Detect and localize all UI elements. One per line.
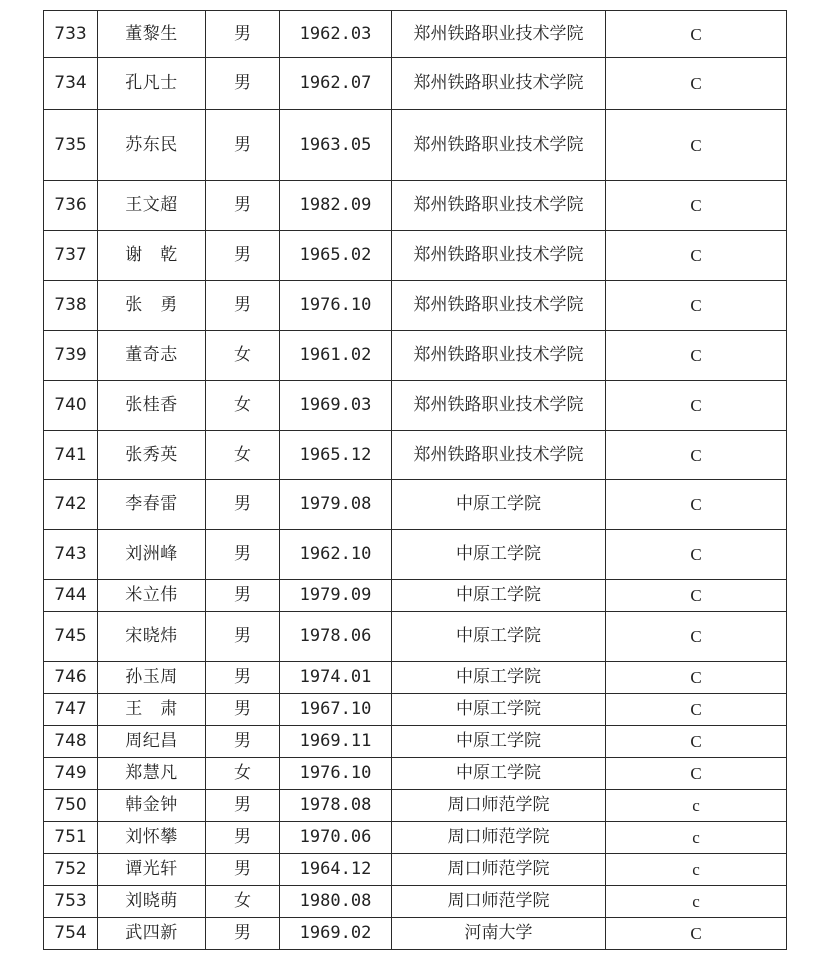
row-number: 742 [44,480,98,530]
table-row [44,612,787,662]
person-name: 郑慧凡 [98,758,206,790]
grade-cell: C [606,381,787,431]
institution-name: 郑州铁路职业技术学院 [392,181,606,231]
institution-name: 郑州铁路职业技术学院 [392,331,606,381]
institution-name: 中原工学院 [392,726,606,758]
row-number: 734 [44,58,98,110]
person-name: 刘洲峰 [98,530,206,580]
table-row [44,58,787,110]
grade-cell: C [606,181,787,231]
gender-cell: 男 [206,580,280,612]
row-number: 744 [44,580,98,612]
table-row [44,662,787,694]
table-row [44,918,787,950]
table-row [44,231,787,281]
institution-name: 河南大学 [392,918,606,950]
table-row [44,530,787,580]
table-row [44,480,787,530]
gender-cell: 男 [206,612,280,662]
grade-cell: c [606,886,787,918]
gender-cell: 女 [206,381,280,431]
row-number: 747 [44,694,98,726]
table-row [44,110,787,181]
grade-cell: C [606,726,787,758]
row-number: 753 [44,886,98,918]
row-number: 741 [44,431,98,480]
person-name: 王 肃 [98,694,206,726]
person-name: 韩金钟 [98,790,206,822]
table-row [44,854,787,886]
institution-name: 郑州铁路职业技术学院 [392,281,606,331]
institution-name: 郑州铁路职业技术学院 [392,110,606,181]
person-name: 刘怀攀 [98,822,206,854]
institution-name: 周口师范学院 [392,790,606,822]
person-name: 孔凡士 [98,58,206,110]
gender-cell: 男 [206,726,280,758]
row-number: 751 [44,822,98,854]
institution-name: 中原工学院 [392,480,606,530]
birth-date: 1974.01 [280,662,392,694]
gender-cell: 女 [206,758,280,790]
row-number: 752 [44,854,98,886]
table-row [44,790,787,822]
row-number: 735 [44,110,98,181]
table-row [44,886,787,918]
gender-cell: 男 [206,822,280,854]
grade-cell: c [606,790,787,822]
table-row [44,431,787,480]
person-name: 董奇志 [98,331,206,381]
grade-cell: C [606,918,787,950]
birth-date: 1962.10 [280,530,392,580]
gender-cell: 男 [206,918,280,950]
grade-cell: C [606,758,787,790]
row-number: 738 [44,281,98,331]
row-number: 743 [44,530,98,580]
grade-cell: C [606,480,787,530]
table-row [44,580,787,612]
birth-date: 1969.02 [280,918,392,950]
gender-cell: 男 [206,281,280,331]
grade-cell: c [606,854,787,886]
person-name: 米立伟 [98,580,206,612]
table-row [44,331,787,381]
gender-cell: 男 [206,11,280,58]
institution-name: 中原工学院 [392,758,606,790]
gender-cell: 男 [206,181,280,231]
row-number: 754 [44,918,98,950]
birth-date: 1961.02 [280,331,392,381]
table-row [44,758,787,790]
birth-date: 1964.12 [280,854,392,886]
grade-cell: C [606,110,787,181]
birth-date: 1976.10 [280,281,392,331]
birth-date: 1965.12 [280,431,392,480]
birth-date: 1965.02 [280,231,392,281]
table-row [44,381,787,431]
birth-date: 1982.09 [280,181,392,231]
grade-cell: C [606,612,787,662]
institution-name: 周口师范学院 [392,854,606,886]
row-number: 736 [44,181,98,231]
table-row [44,181,787,231]
gender-cell: 男 [206,110,280,181]
grade-cell: C [606,694,787,726]
person-name: 宋晓炜 [98,612,206,662]
person-name: 董黎生 [98,11,206,58]
row-number: 739 [44,331,98,381]
gender-cell: 男 [206,530,280,580]
grade-cell: C [606,580,787,612]
roster-table [43,10,787,950]
gender-cell: 男 [206,58,280,110]
row-number: 749 [44,758,98,790]
birth-date: 1979.08 [280,480,392,530]
institution-name: 中原工学院 [392,612,606,662]
institution-name: 周口师范学院 [392,886,606,918]
grade-cell: C [606,231,787,281]
birth-date: 1962.03 [280,11,392,58]
person-name: 张 勇 [98,281,206,331]
institution-name: 郑州铁路职业技术学院 [392,58,606,110]
institution-name: 郑州铁路职业技术学院 [392,11,606,58]
grade-cell: C [606,11,787,58]
birth-date: 1962.07 [280,58,392,110]
person-name: 张桂香 [98,381,206,431]
birth-date: 1969.11 [280,726,392,758]
birth-date: 1980.08 [280,886,392,918]
grade-cell: C [606,431,787,480]
institution-name: 郑州铁路职业技术学院 [392,431,606,480]
birth-date: 1978.08 [280,790,392,822]
grade-cell: C [606,58,787,110]
row-number: 748 [44,726,98,758]
gender-cell: 男 [206,790,280,822]
gender-cell: 女 [206,331,280,381]
birth-date: 1969.03 [280,381,392,431]
birth-date: 1978.06 [280,612,392,662]
table-row [44,11,787,58]
roster-table-body [44,11,787,950]
grade-cell: c [606,822,787,854]
row-number: 750 [44,790,98,822]
gender-cell: 男 [206,694,280,726]
grade-cell: C [606,662,787,694]
table-row [44,822,787,854]
birth-date: 1963.05 [280,110,392,181]
gender-cell: 男 [206,662,280,694]
person-name: 王文超 [98,181,206,231]
person-name: 李春雷 [98,480,206,530]
birth-date: 1979.09 [280,580,392,612]
person-name: 孙玉周 [98,662,206,694]
row-number: 733 [44,11,98,58]
birth-date: 1967.10 [280,694,392,726]
grade-cell: C [606,281,787,331]
person-name: 张秀英 [98,431,206,480]
person-name: 谭光轩 [98,854,206,886]
table-row [44,726,787,758]
row-number: 746 [44,662,98,694]
grade-cell: C [606,530,787,580]
birth-date: 1970.06 [280,822,392,854]
institution-name: 周口师范学院 [392,822,606,854]
gender-cell: 男 [206,231,280,281]
gender-cell: 男 [206,854,280,886]
person-name: 武四新 [98,918,206,950]
institution-name: 郑州铁路职业技术学院 [392,381,606,431]
person-name: 周纪昌 [98,726,206,758]
person-name: 苏东民 [98,110,206,181]
institution-name: 中原工学院 [392,530,606,580]
person-name: 刘晓萌 [98,886,206,918]
institution-name: 郑州铁路职业技术学院 [392,231,606,281]
gender-cell: 女 [206,886,280,918]
row-number: 740 [44,381,98,431]
institution-name: 中原工学院 [392,694,606,726]
row-number: 745 [44,612,98,662]
grade-cell: C [606,331,787,381]
institution-name: 中原工学院 [392,580,606,612]
gender-cell: 男 [206,480,280,530]
row-number: 737 [44,231,98,281]
table-row [44,281,787,331]
institution-name: 中原工学院 [392,662,606,694]
birth-date: 1976.10 [280,758,392,790]
person-name: 谢 乾 [98,231,206,281]
gender-cell: 女 [206,431,280,480]
table-row [44,694,787,726]
